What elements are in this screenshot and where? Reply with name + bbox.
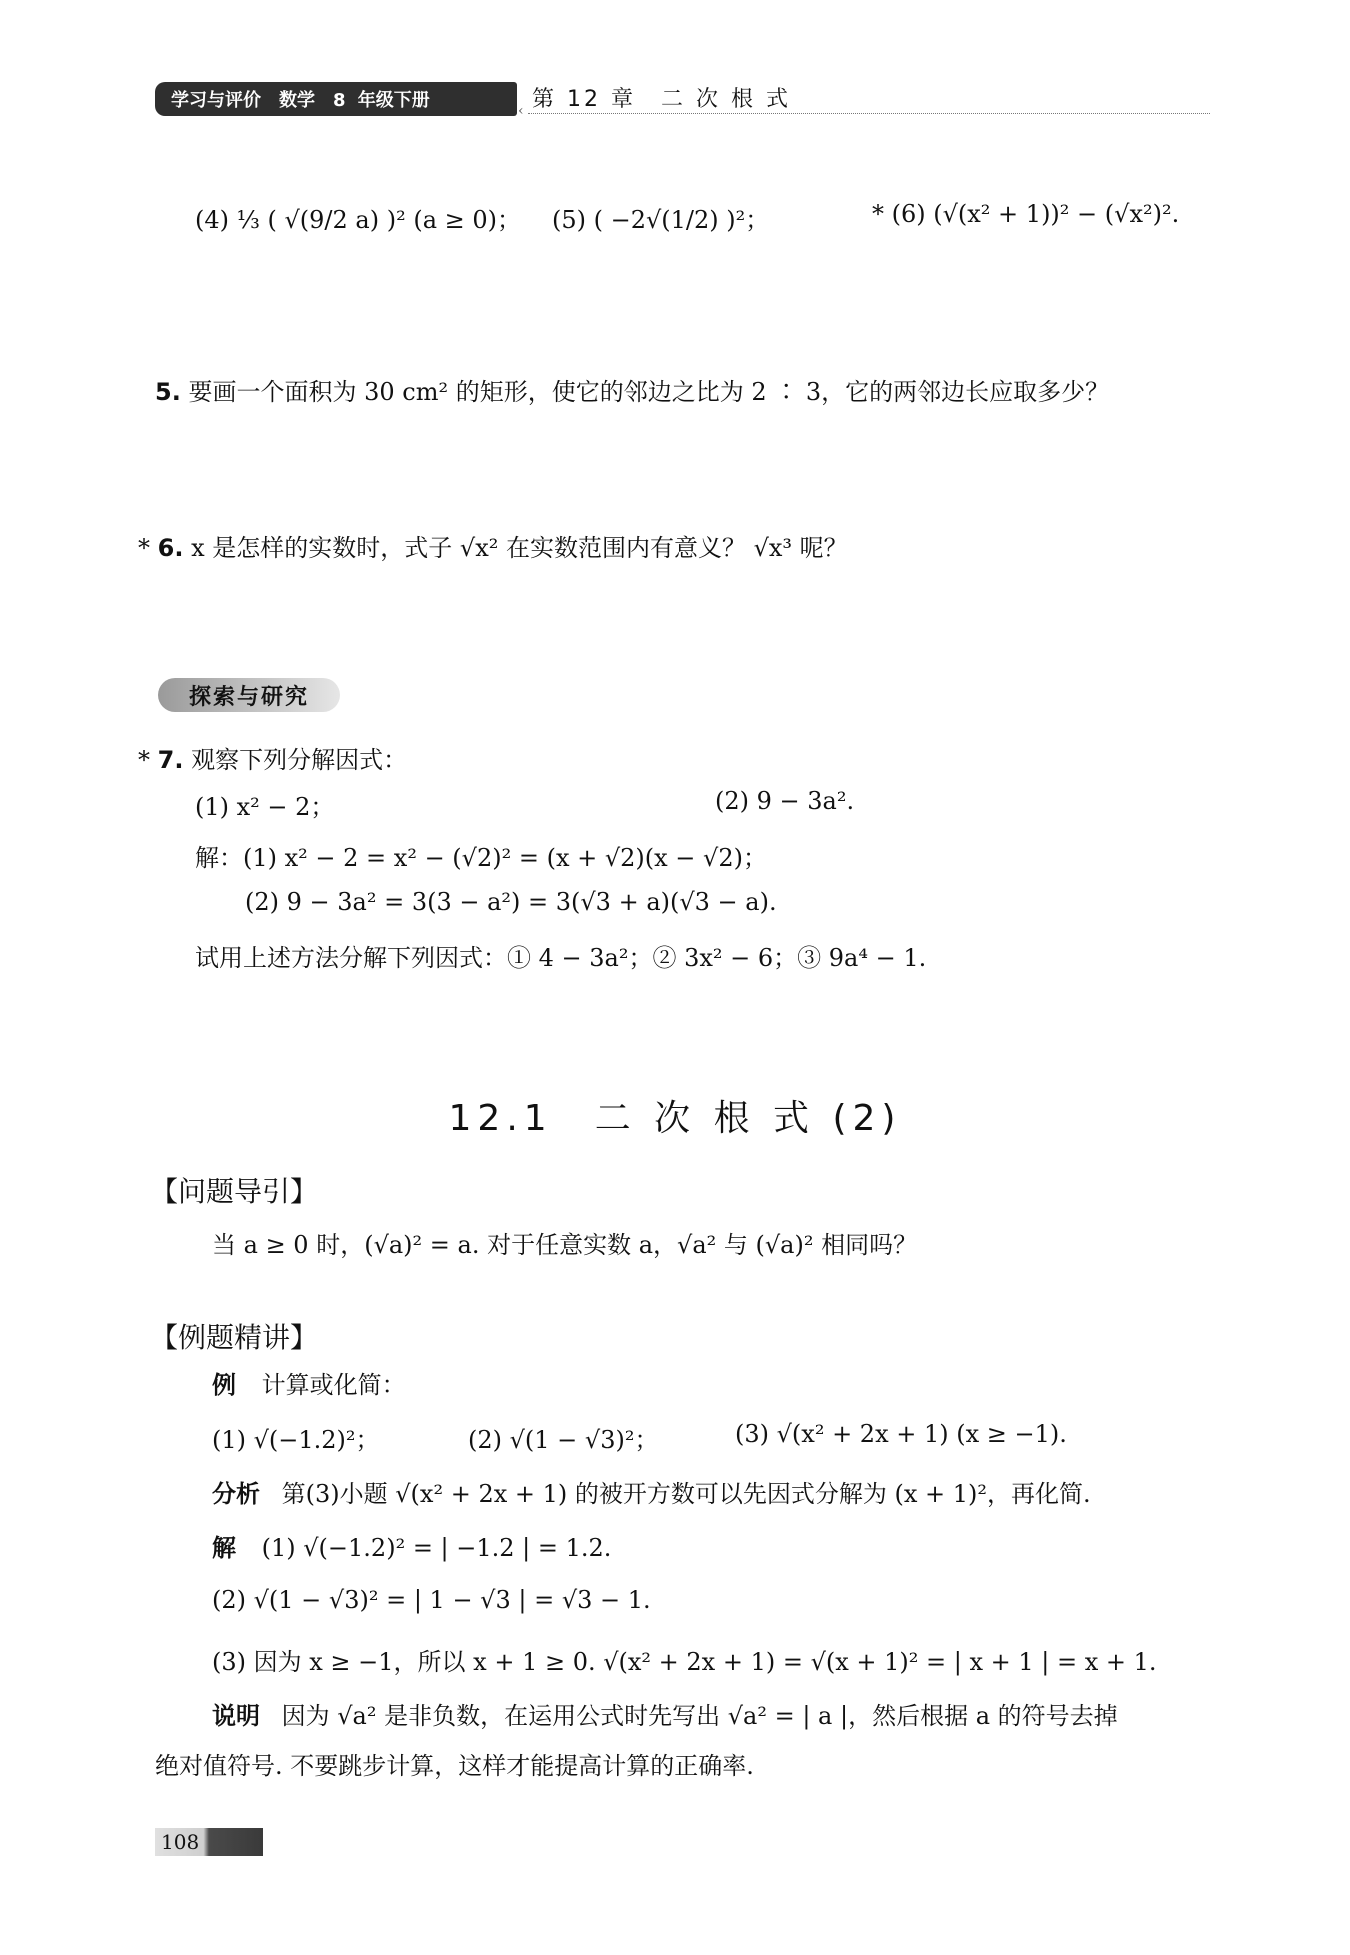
explore-section-badge: 探索与研究	[158, 678, 340, 712]
solution-2: (2) √(1 − √3)² = | 1 − √3 | = √3 − 1.	[212, 1586, 651, 1614]
solution-line-1: 解：(1) x² − 2 = x² − (√2)² = (x + √2)(x − √2)；	[195, 844, 767, 872]
problem-number: 6.	[157, 534, 184, 562]
example-heading: 【例题精讲】	[150, 1321, 319, 1354]
problem-number: 5.	[155, 378, 181, 406]
header-divider	[528, 113, 1210, 114]
factor-example-2: (2) 9 − 3a².	[715, 787, 855, 815]
factor-task: 试用上述方法分解下列因式：① 4 − 3a²；② 3x² − 6；③ 9a⁴ − 1.	[195, 944, 927, 972]
page-number-text: 108	[161, 1830, 200, 1854]
problem-5	[155, 372, 1109, 407]
page-number	[155, 1828, 263, 1856]
book-title-tag	[155, 82, 517, 116]
example-label: 例	[212, 1371, 236, 1399]
example-item-3: (3) √(x² + 2x + 1) (x ≥ −1).	[735, 1420, 1067, 1448]
exercise-6: * (6) (√(x² + 1))² − (√x²)².	[872, 200, 1180, 228]
solution-1-text: (1) √(−1.2)² = | −1.2 | = 1.2.	[261, 1534, 612, 1562]
solution-3: (3) 因为 x ≥ −1，所以 x + 1 ≥ 0. √(x² + 2x + 1) = √(x + 1)² = | x + 1 | = x + 1.	[212, 1648, 1157, 1676]
optional-star: *	[138, 746, 150, 774]
analysis-label: 分析	[212, 1480, 260, 1508]
chapter-title: 第 12 章 二 次 根 式	[532, 87, 791, 112]
note	[212, 1696, 1118, 1731]
example-item-1: (1) √(−1.2)²；	[212, 1426, 380, 1454]
example-intro	[212, 1365, 406, 1400]
note-text-2: 绝对值符号. 不要跳步计算，这样才能提高计算的正确率.	[155, 1752, 754, 1780]
analysis-text: 第(3)小题 √(x² + 2x + 1) 的被开方数可以先因式分解为 (x + 1)²，再化简.	[281, 1480, 1091, 1508]
problem-text: x 是怎样的实数时，式子 √x² 在实数范围内有意义？ √x³ 呢？	[191, 534, 848, 562]
analysis	[212, 1474, 1091, 1509]
note-label: 说明	[212, 1702, 260, 1730]
problem-text: 要画一个面积为 30 cm² 的矩形，使它的邻边之比为 2 ∶ 3，它的两邻边长应取多少？	[188, 378, 1110, 406]
example-item-2: (2) √(1 − √3)²；	[468, 1426, 659, 1454]
problem-text: 观察下列分解因式：	[191, 746, 408, 774]
solution-1	[212, 1528, 611, 1563]
example-text: 计算或化简：	[261, 1371, 406, 1399]
solution-line-2: (2) 9 − 3a² = 3(3 − a²) = 3(√3 + a)(√3 − a).	[245, 888, 777, 916]
guide-text: 当 a ≥ 0 时，(√a)² = a. 对于任意实数 a，√a² 与 (√a)² 相同吗？	[212, 1231, 918, 1259]
problem-7	[138, 740, 407, 775]
book-title-text: 学习与评价 数学 8 年级下册	[171, 90, 430, 111]
guide-heading: 【问题导引】	[150, 1175, 319, 1208]
exercise-5: (5) ( −2√(1/2) )²；	[552, 206, 770, 234]
note-text-1: 因为 √a² 是非负数，在运用公式时先写出 √a² = | a |，然后根据 a 的符号去掉	[281, 1702, 1118, 1730]
header-arrow-icon: ‹	[518, 103, 524, 119]
problem-6	[138, 528, 848, 563]
problem-number: 7.	[157, 746, 184, 774]
factor-example-1: (1) x² − 2；	[195, 793, 335, 821]
section-title: 12.1 二 次 根 式 (2)	[448, 1098, 902, 1139]
solution-label: 解	[212, 1534, 236, 1562]
optional-star: *	[138, 534, 150, 562]
exercise-4: (4) ⅓ ( √(9/2 a) )² (a ≥ 0)；	[195, 206, 522, 234]
